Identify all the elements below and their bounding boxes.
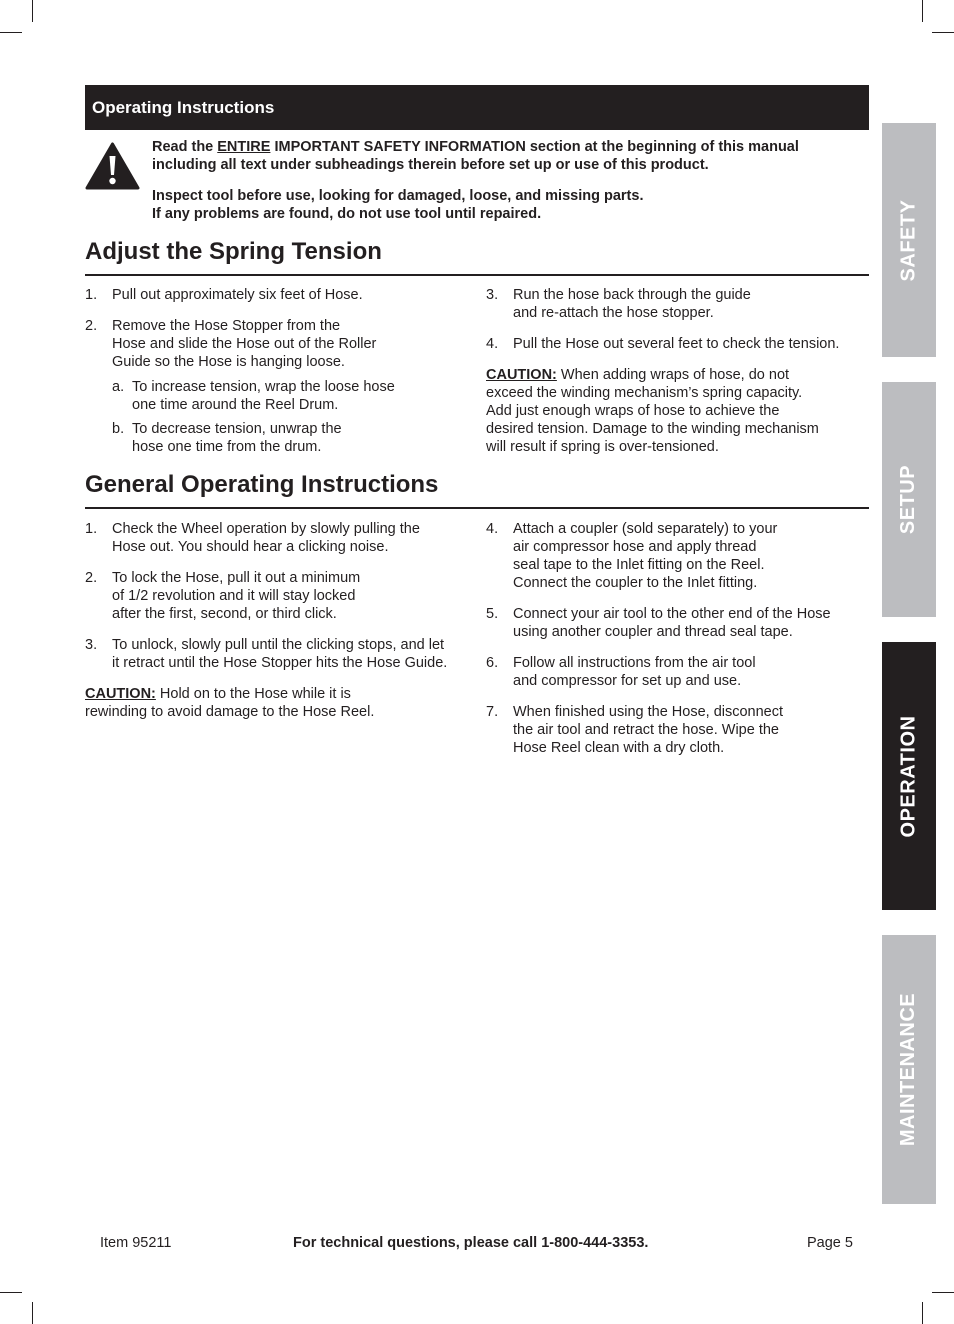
footer-item-number: Item 95211: [100, 1235, 172, 1251]
sub-list: [85, 378, 465, 456]
crop-mark: [0, 32, 22, 33]
sub-list-item: b. To decrease tension, unwrap the hose one time from the drum.: [112, 421, 342, 455]
tab-operation[interactable]: OPERATION: [882, 642, 936, 910]
list-item: 3. Run the hose back through the guide and re-attach the hose stopper.: [486, 287, 751, 321]
crop-mark: [932, 32, 954, 33]
list-item: 5. Connect your air tool to the other end of the Hose using another coupler and thread seal tape.: [486, 606, 831, 640]
general-instructions-heading: General Operating Instructions: [85, 471, 869, 509]
general-caution: CAUTION: Hold on to the Hose while it is rewinding to avoid damage to the Hose Reel.: [85, 686, 375, 720]
warning-icon: [85, 142, 140, 190]
general-left-column: [85, 520, 470, 721]
tab-safety[interactable]: SAFETY: [882, 123, 936, 357]
list-item: 1. Check the Wheel operation by slowly pulling the Hose out. You should hear a clicking noise.: [85, 521, 420, 555]
section-header: Operating Instructions: [85, 85, 869, 130]
sub-list-item: a. To increase tension, wrap the loose hose one time around the Reel Drum.: [112, 379, 395, 413]
spring-caution: CAUTION: When adding wraps of hose, do not exceed the winding mechanism’s spring capacity. Add just enough wraps of hose to achieve the desired tension. Damage to the winding mechanism will result if spring is over-tensioned.: [486, 367, 819, 455]
crop-mark: [922, 0, 923, 22]
safety-notice: [152, 138, 852, 236]
list-item: 4. Attach a coupler (sold separately) to your air compressor hose and apply thread seal tape to the Inlet fitting on the Reel. Connect the coupler to the Inlet fitting.: [486, 521, 778, 591]
general-right-column: [486, 520, 869, 770]
spring-tension-heading: Adjust the Spring Tension: [85, 238, 869, 276]
list-item: 7. When finished using the Hose, disconnect the air tool and retract the hose. Wipe the Hose Reel clean with a dry cloth.: [486, 704, 784, 756]
footer-support-line: For technical questions, please call 1-800-444-3353.: [293, 1235, 649, 1251]
list-item: 2. To lock the Hose, pull it out a minimum of 1/2 revolution and it will stay locked after the first, second, or third click.: [85, 570, 361, 622]
crop-mark: [922, 1302, 923, 1324]
crop-mark: [0, 1292, 22, 1293]
list-item: 1. Pull out approximately six feet of Hose.: [85, 287, 363, 303]
spring-left-column: [85, 286, 465, 462]
footer-page-number: Page 5: [807, 1235, 853, 1251]
tab-maintenance[interactable]: MAINTENANCE: [882, 935, 936, 1204]
list-item: 3. To unlock, slowly pull until the clicking stops, and let it retract until the Hose Stopper hits the Hose Guide.: [85, 637, 448, 671]
crop-mark: [32, 0, 33, 22]
safety-read-line: Read the ENTIRE IMPORTANT SAFETY INFORMATION section at the beginning of this manual including all text under subheadings therein before set up or use of this product.: [152, 139, 799, 173]
tab-setup[interactable]: SETUP: [882, 382, 936, 617]
list-item: 2. Remove the Hose Stopper from the Hose and slide the Hose out of the Roller Guide so the Hose is hanging loose.: [85, 318, 377, 370]
crop-mark: [932, 1292, 954, 1293]
list-item: 4. Pull the Hose out several feet to check the tension.: [486, 336, 840, 352]
spring-right-column: [486, 286, 869, 456]
crop-mark: [32, 1302, 33, 1324]
list-item: 6. Follow all instructions from the air tool and compressor for set up and use.: [486, 655, 756, 689]
safety-inspect-line: Inspect tool before use, looking for damaged, loose, and missing parts. If any problems are found, do not use tool until repaired.: [152, 188, 644, 222]
